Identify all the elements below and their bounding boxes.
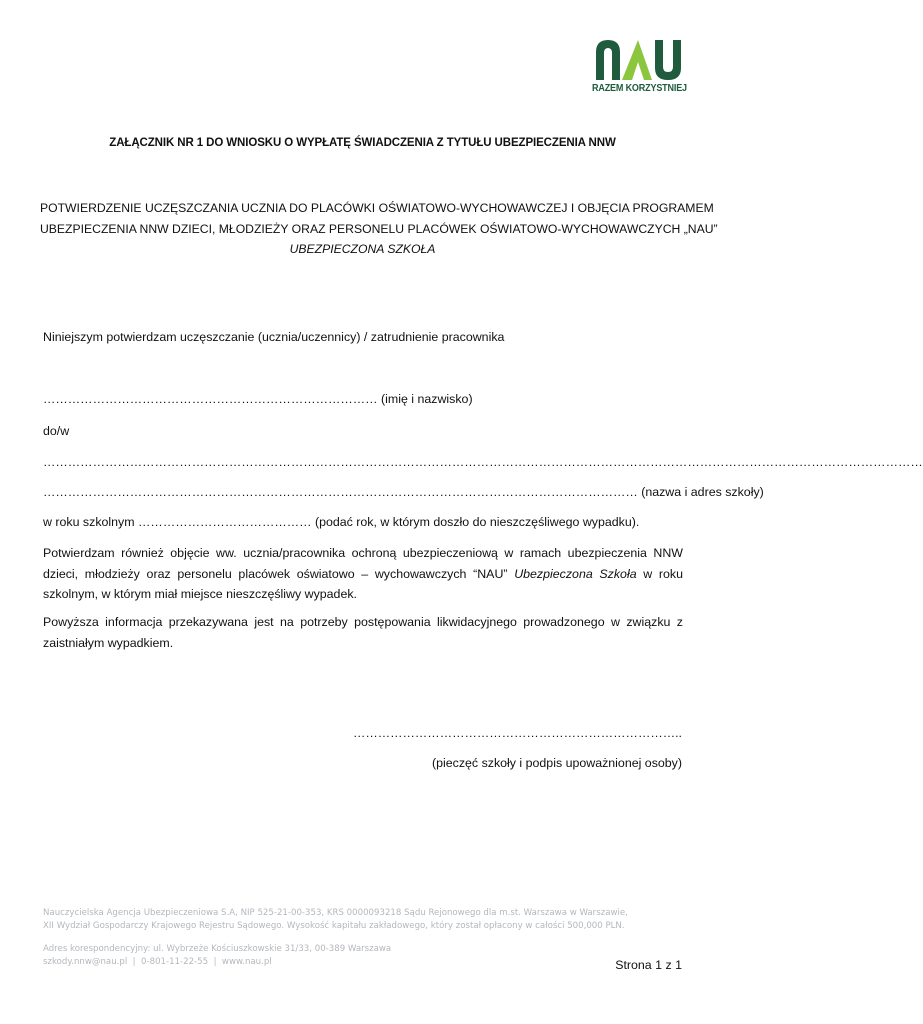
document-subtitle xyxy=(40,198,718,260)
school-dots-line-1: …………………………………………………………………………………………………………………………………………………………………………………………… xyxy=(43,455,923,469)
footer-company-line-2: XII Wydział Gospodarczy Krajowego Rejestru Sądowego. Wysokość kapitału zakładowego, który został opłacony w całości 500,000 PLN. xyxy=(43,921,625,931)
school-dots-line-2: ……………………………………………………………………………………………………………………………… xyxy=(43,485,638,499)
year-label: (podać rok, w którym doszło do nieszczęśliwego wypadku). xyxy=(314,515,640,529)
subtitle-line-1: POTWIERDZENIE UCZĘSZCZANIA UCZNIA DO PLACÓWKI OŚWIATOWO-WYCHOWAWCZEJ I OBJĘCIA PROGRAMEM xyxy=(40,201,714,215)
footer-company-info xyxy=(43,907,628,933)
footer-contact-info xyxy=(43,943,391,969)
school-field-row xyxy=(43,482,764,503)
name-dots: ……………………………………………………………………… xyxy=(43,392,378,406)
intro-text: Niniejszym potwierdzam uczęszczanie (ucznia/uczennicy) / zatrudnienie pracownika xyxy=(43,330,505,344)
name-field-row xyxy=(43,389,683,410)
year-dots: …………………………………… xyxy=(138,515,312,529)
nau-logo-mark xyxy=(592,38,690,82)
name-label: (imię i nazwisko) xyxy=(381,392,473,406)
footer-company-line-1: Nauczycielska Agencja Ubezpieczeniowa S.A, NIP 525-21-00-353, KRS 0000093218 Sądu Rejonowego dla m.st. Warszawa w Warszawie, xyxy=(43,908,628,918)
page-number: Strona 1 z 1 xyxy=(615,958,682,972)
confirmation-paragraph xyxy=(43,543,683,605)
year-field-row xyxy=(43,512,683,533)
footer-address-line: Adres korespondencyjny: ul. Wybrzeże Kościuszkowskie 31/33, 00-389 Warszawa xyxy=(43,944,392,954)
subtitle-line-2: UBEZPIECZENIA NNW DZIECI, MŁODZIEŻY ORAZ PERSONELU PLACÓWEK OŚWIATOWO-WYCHOWAWCZYCH „NAU” xyxy=(40,221,718,236)
info-paragraph: Powyższa informacja przekazywana jest na potrzeby postępowania likwidacyjnego prowadzonego w związku z zaistniałym wypadkiem. xyxy=(43,615,683,650)
logo-tagline: RAZEM KORZYSTNIEJ xyxy=(592,82,687,94)
year-prefix: w roku szkolnym xyxy=(43,515,135,529)
subtitle-line-3: UBEZPIECZONA SZKOŁA xyxy=(289,242,436,256)
school-label: (nazwa i adres szkoły) xyxy=(641,485,764,499)
do-w-text: do/w xyxy=(43,424,70,438)
signature-label: (pieczęć szkoły i podpis upoważnionej osoby) xyxy=(431,756,682,770)
signature-dots: …………………………………………………………………….. xyxy=(352,726,682,740)
confirmation-text-2: w roku szkolnym, w którym miał miejsce nieszczęśliwy wypadek. xyxy=(43,566,683,601)
footer-contact-line: szkody.nnw@nau.pl | 0-801-11-22-55 | www.nau.pl xyxy=(43,957,272,967)
nau-logo xyxy=(592,38,690,98)
confirmation-italic: Ubezpieczona Szkoła xyxy=(514,566,637,581)
confirmation-text-1: Potwierdzam również objęcie ww. ucznia/pracownika ochroną ubezpieczeniową w ramach ubezpieczenia NNW dzieci, młodzieży oraz personelu placówek oświatowo – wychowawczych “NAU” xyxy=(43,546,683,581)
document-title: ZAŁĄCZNIK NR 1 DO WNIOSKU O WYPŁATĘ ŚWIADCZENIA Z TYTUŁU UBEZPIECZENIA NNW xyxy=(109,137,616,149)
